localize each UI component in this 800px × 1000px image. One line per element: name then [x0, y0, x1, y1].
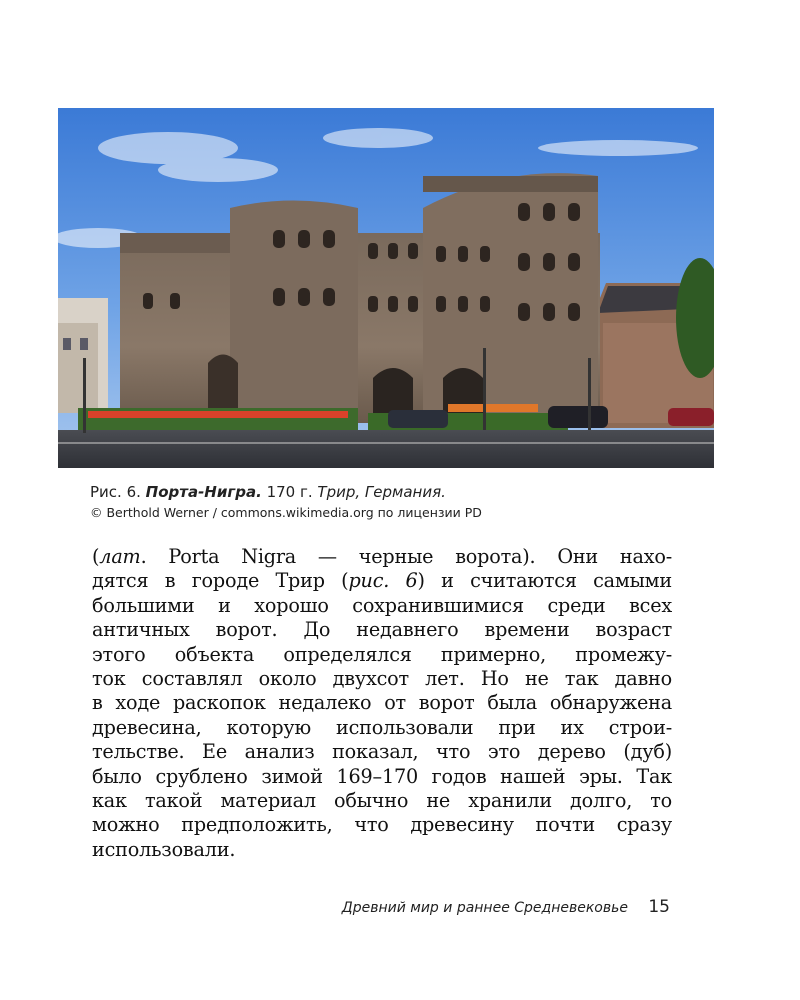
body-line: в ходе раскопок недалеко от ворот была обнаружена — [92, 691, 672, 715]
figure-title: Порта-Нигра. — [145, 483, 262, 501]
figure-year: 170 г. — [266, 483, 313, 501]
caption-title-line — [90, 482, 710, 502]
body-line: (лат. Porta Nigra — черные ворота). Они нахо- — [92, 545, 672, 568]
body-line: можно предположить, что древесину почти сразу — [92, 813, 672, 837]
body-line: ток составлял около двухсот лет. Но не так давно — [92, 667, 672, 691]
body-line: этого объекта определялся примерно, промежу- — [92, 642, 672, 666]
body-text — [92, 545, 672, 862]
figure-credit: © Berthold Werner / commons.wikimedia.org по лицензии PD — [90, 505, 482, 520]
body-line: древесина, которую использовали при их строи- — [92, 715, 672, 739]
body-line: как такой материал обычно не хранили долго, то — [92, 789, 672, 813]
body-line: античных ворот. До недавнего времени возраст — [92, 618, 672, 642]
figure-place: Трир, Германия. — [317, 483, 446, 501]
body-line: было срублено зимой 169–170 годов нашей эры. Так — [92, 764, 672, 788]
body-line: тельстве. Ее анализ показал, что это дерево (дуб) — [92, 740, 672, 764]
figure-label: Рис. 6. — [90, 483, 141, 501]
figure-caption — [90, 482, 710, 522]
body-line: дятся в городе Трир (рис. 6) и считаются самыми — [92, 569, 672, 593]
porta-nigra-photo — [58, 108, 714, 468]
page-number: 15 — [648, 897, 670, 917]
running-title: Древний мир и раннее Средневековье — [341, 900, 628, 916]
body-line: большими и хорошо сохранившимися среди всех — [92, 593, 672, 617]
body-line: использовали. — [92, 837, 236, 861]
page-footer — [300, 896, 670, 920]
